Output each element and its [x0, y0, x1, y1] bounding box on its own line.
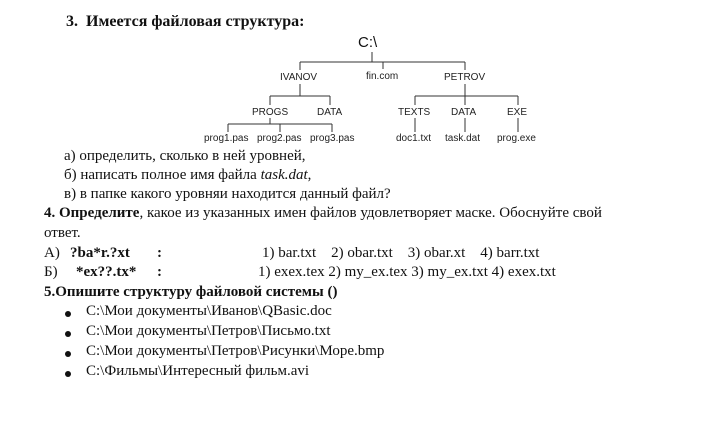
- tree-folder-petrov-data: DATA: [451, 107, 477, 118]
- tree-root: C:\: [358, 34, 378, 51]
- task4-row-b-label: Б): [44, 264, 58, 280]
- task4-line1: [44, 205, 602, 222]
- tree-folder-progs: PROGS: [252, 107, 289, 118]
- task4-row-b-options: 1) exex.tex 2) my_ex.tex 3) my_ex.txt 4) exex.txt: [258, 264, 556, 280]
- task4-bold-lead: 4. Определите: [44, 205, 140, 221]
- tree-file-prog1: prog1.pas: [204, 133, 249, 144]
- task3-item-b-suffix: ,: [307, 167, 312, 183]
- task4-row-b-mask: *ex??.tx*: [76, 264, 137, 280]
- tree-folder-ivanov-data: DATA: [317, 107, 343, 118]
- tree-file-prog3: prog3.pas: [310, 133, 355, 144]
- tree-file-task-dat: task.dat: [445, 133, 481, 144]
- tree-folder-texts: TEXTS: [398, 107, 431, 118]
- task3-number: 3.: [66, 13, 78, 30]
- task5-heading: 5.Опишите структуру файловой системы (): [44, 284, 338, 300]
- task3-item-b-prefix: б) написать полное имя файла: [64, 167, 261, 183]
- task3-item-a: а) определить, сколько в ней уровней,: [64, 148, 306, 164]
- tree-connectors: [0, 0, 720, 150]
- task4-row-a-options: 1) bar.txt 2) obar.txt 3) obar.xt 4) barr.txt: [262, 245, 540, 261]
- list-item-path-1: C:\Мои документы\Иванов\QBasic.doc: [86, 303, 332, 319]
- bullet-icon: [65, 351, 71, 357]
- bullet-icon: [65, 311, 71, 317]
- task4-line2: ответ.: [44, 225, 81, 241]
- tree-folder-exe: EXE: [507, 107, 528, 118]
- task4-text: , какое из указанных имен файлов удовлетворяет маске. Обоснуйте свой: [139, 205, 602, 221]
- task4-row-a-mask: ?ba*r.?xt: [70, 245, 130, 261]
- tree-file-prog2: prog2.pas: [257, 133, 302, 144]
- task4-row-b-colon: :: [157, 264, 162, 280]
- task4-row-a-label: А): [44, 245, 60, 261]
- task3-item-c: в) в папке какого уровняи находится данный файл?: [64, 186, 391, 202]
- tree-file-prog-exe: prog.exe: [497, 133, 536, 144]
- tree-folder-petrov: PETROV: [444, 72, 486, 83]
- task3-title: Имеется файловая структура:: [86, 13, 305, 30]
- task3-item-b-filename: task.dat: [260, 167, 308, 183]
- tree-file-doc1: doc1.txt: [396, 133, 432, 144]
- bullet-icon: [65, 331, 71, 337]
- task3-item-b: [64, 167, 311, 184]
- list-item-path-2: C:\Мои документы\Петров\Письмо.txt: [86, 323, 331, 339]
- tree-folder-ivanov: IVANOV: [280, 72, 318, 83]
- task4-row-a-colon: :: [157, 245, 162, 261]
- bullet-icon: [65, 371, 71, 377]
- list-item-path-3: C:\Мои документы\Петров\Рисунки\Море.bmp: [86, 343, 385, 359]
- list-item-path-4: C:\Фильмы\Интересный фильм.avi: [86, 363, 310, 379]
- tree-file-fin-com: fin.com: [366, 71, 399, 82]
